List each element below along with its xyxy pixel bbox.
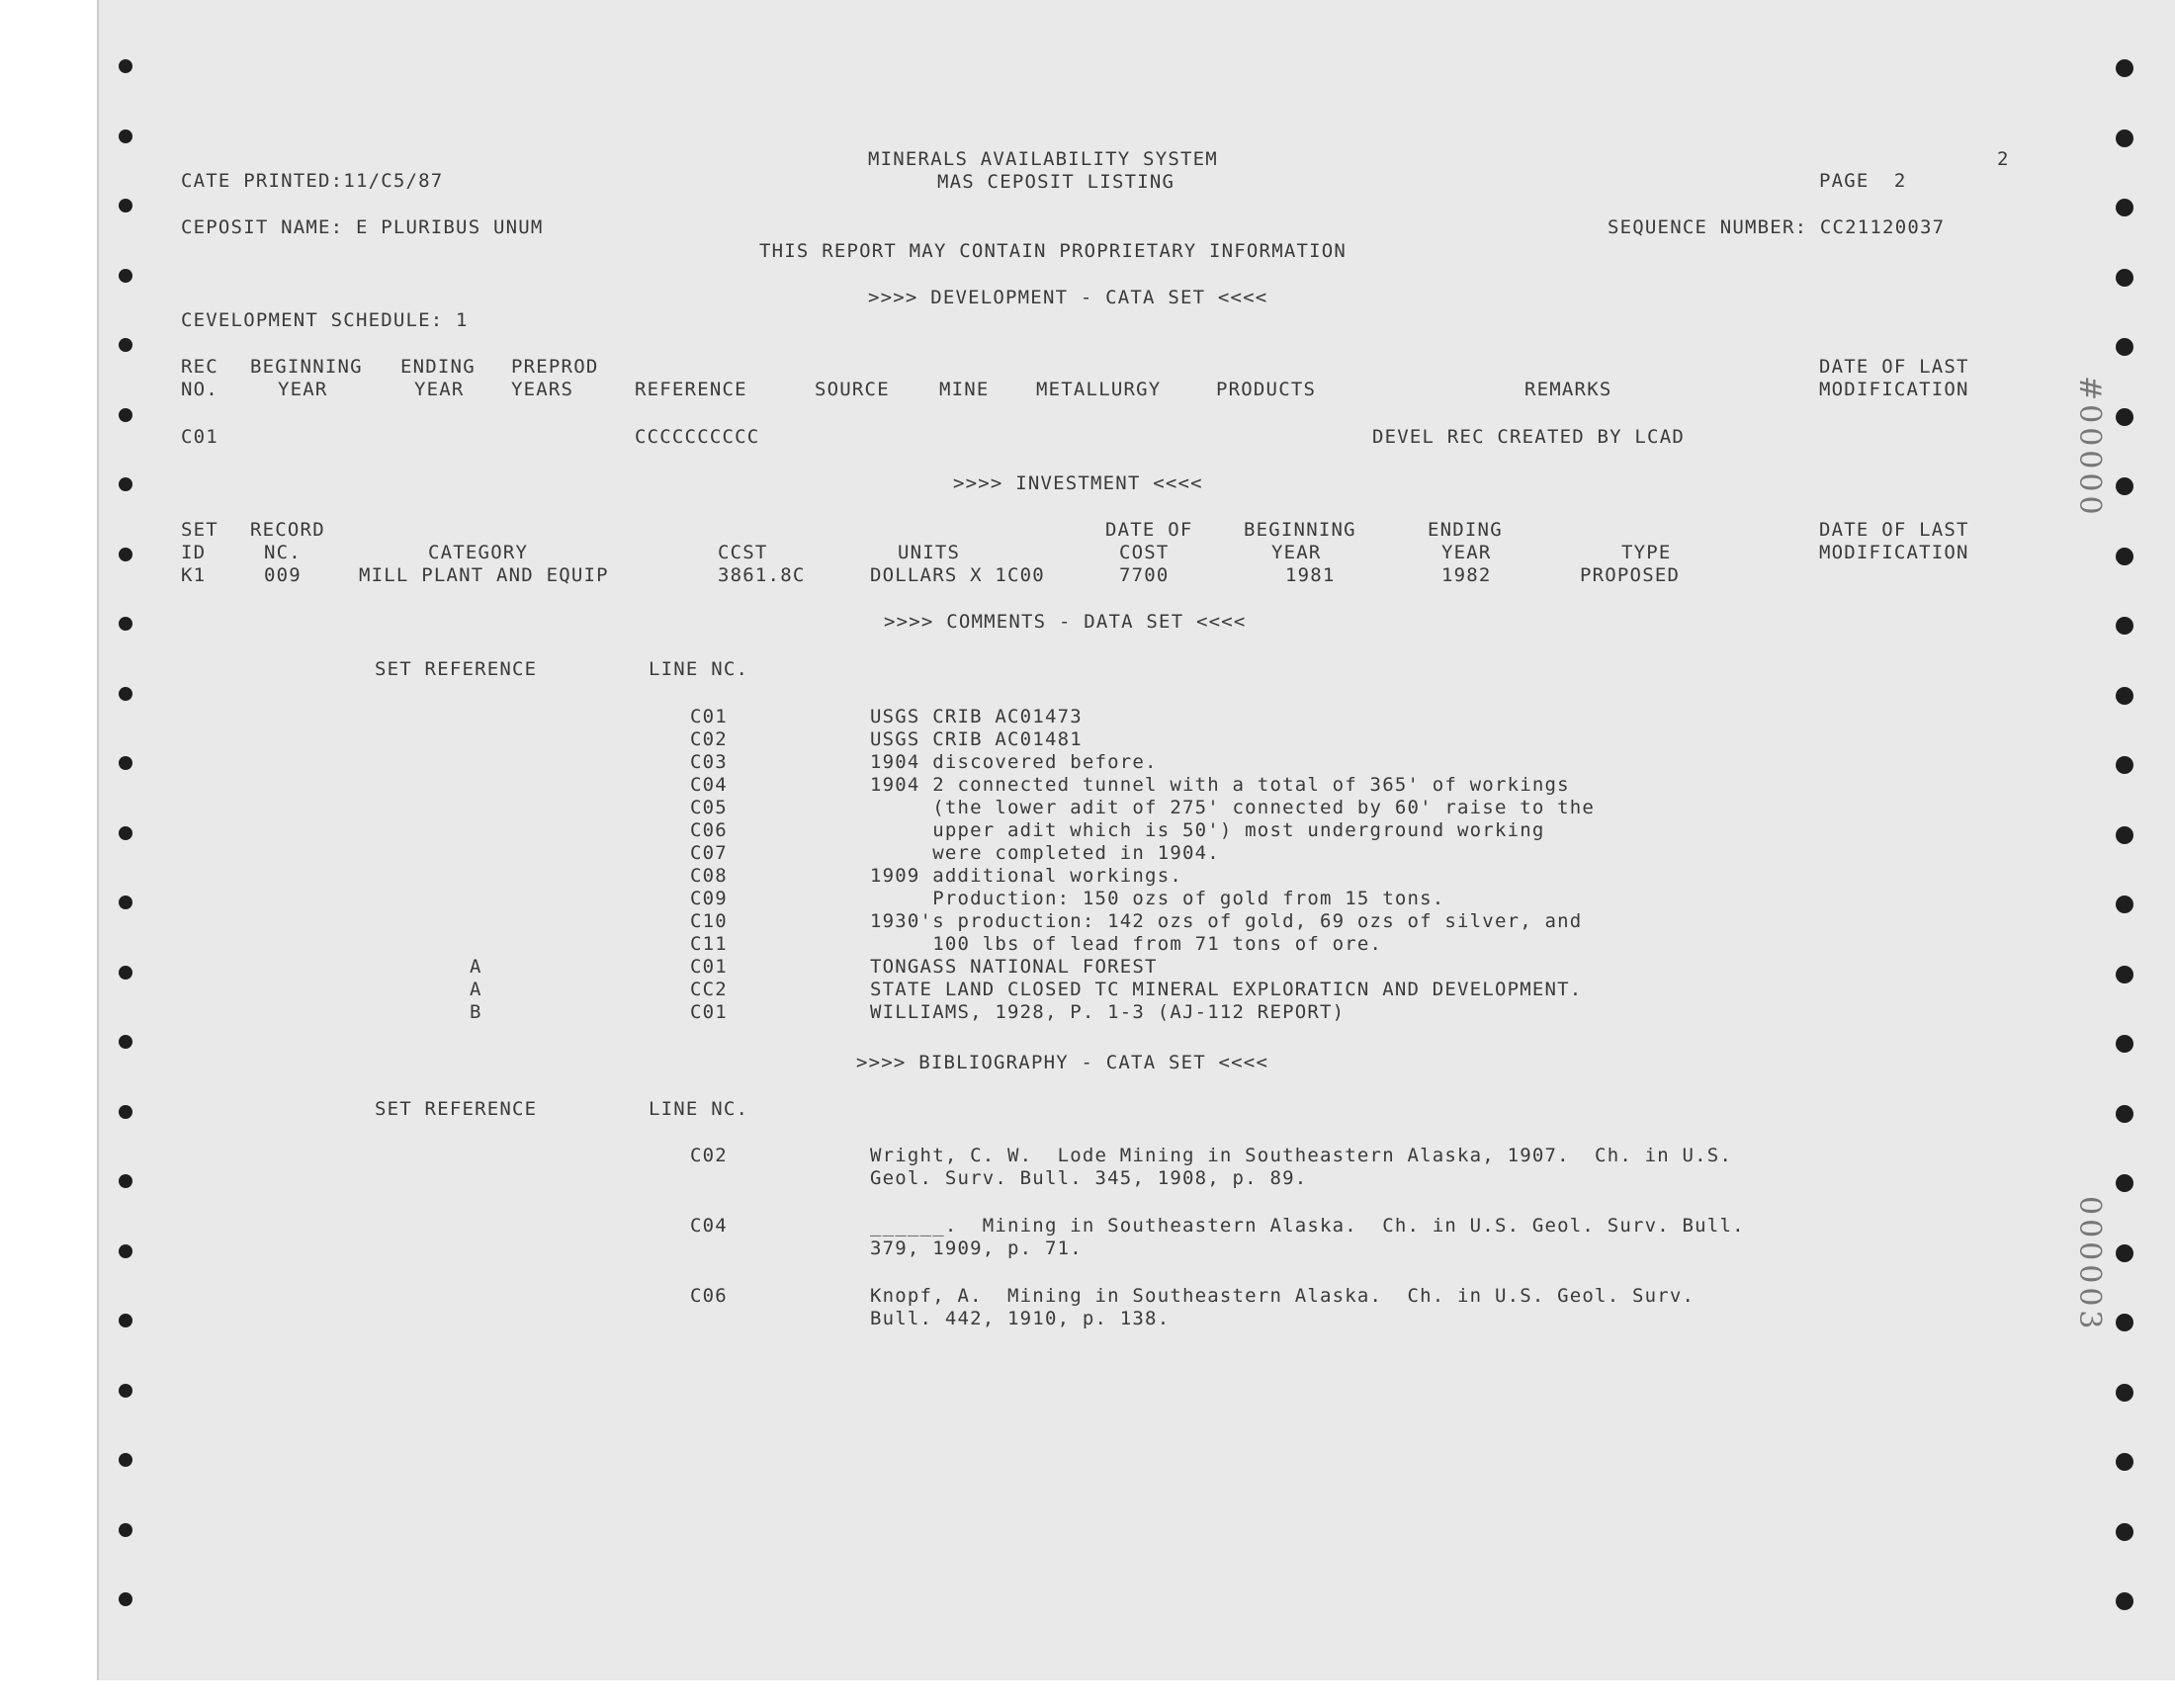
- inv-header-set: SET: [181, 519, 218, 541]
- right-tractor-feed-holes: [2114, 0, 2143, 1680]
- bibliography-header-set-reference: SET REFERENCE: [375, 1098, 538, 1120]
- comment-line-no: CC2: [690, 979, 728, 1000]
- comment-line-no: C11: [690, 933, 728, 955]
- inv-header-record-no: NC.: [264, 542, 302, 563]
- feed-hole: [2116, 826, 2133, 844]
- inv-header-cost: CCST: [718, 542, 768, 563]
- comment-text: 1930's production: 142 ozs of gold, 69 ozs of silver, and: [870, 910, 1583, 932]
- comments-header-set-reference: SET REFERENCE: [375, 658, 538, 680]
- feed-hole: [119, 756, 132, 770]
- comment-text: (the lower adit of 275' connected by 60' raise to the: [870, 797, 1596, 818]
- comment-line-no: C08: [690, 865, 728, 887]
- feed-hole: [119, 1453, 132, 1467]
- listing-title: MAS CEPOSIT LISTING: [937, 171, 1175, 193]
- inv-row-date-of-cost: 7700: [1119, 564, 1170, 586]
- inv-header-category: CATEGORY: [428, 542, 529, 563]
- margin-stamp-lower: 000003: [2072, 1196, 2107, 1333]
- inv-header-beginning-year: YEAR: [1271, 542, 1322, 563]
- page-label: PAGE 2: [1819, 170, 1907, 192]
- feed-hole: [119, 477, 132, 491]
- comment-line-no: C02: [690, 728, 728, 750]
- inv-header-date-cost: COST: [1119, 542, 1170, 563]
- biblio-citation-line: ______. Mining in Southeastern Alaska. Ch. in U.S. Geol. Surv. Bull.: [870, 1215, 1745, 1237]
- dev-header-rec: REC: [181, 356, 218, 378]
- inv-header-date-of: DATE OF: [1105, 519, 1193, 541]
- system-title: MINERALS AVAILABILITY SYSTEM: [868, 148, 1218, 170]
- feed-hole: [2116, 1384, 2133, 1402]
- feed-hole: [119, 1592, 132, 1606]
- comment-text: 100 lbs of lead from 71 tons of ore.: [870, 933, 1383, 955]
- inv-header-ending: ENDING: [1428, 519, 1503, 541]
- comment-text: WILLIAMS, 1928, P. 1-3 (AJ-112 REPORT): [870, 1001, 1346, 1023]
- dev-header-preprod: PREPROD: [511, 356, 599, 378]
- feed-hole: [119, 1384, 132, 1398]
- dev-header-ending-year: YEAR: [414, 379, 465, 400]
- comment-text: Production: 150 ozs of gold from 15 tons.: [870, 888, 1445, 909]
- inv-row-record-no: 009: [264, 564, 302, 586]
- feed-hole: [119, 269, 132, 283]
- comment-text: 1904 discovered before.: [870, 751, 1158, 773]
- feed-hole: [2116, 1453, 2133, 1471]
- feed-hole: [119, 1314, 132, 1327]
- biblio-line-no: C06: [690, 1285, 728, 1307]
- dev-header-metallurgy: METALLURGY: [1036, 379, 1162, 400]
- comment-line-no: C06: [690, 819, 728, 841]
- feed-hole: [2116, 966, 2133, 983]
- feed-hole: [2116, 756, 2133, 774]
- feed-hole: [2116, 896, 2133, 913]
- feed-hole: [2116, 408, 2133, 426]
- feed-hole: [119, 826, 132, 840]
- feed-hole: [119, 1523, 132, 1537]
- comment-line-no: C07: [690, 842, 728, 864]
- comments-header-line-no: LINE NC.: [649, 658, 749, 680]
- biblio-citation-line: Geol. Surv. Bull. 345, 1908, p. 89.: [870, 1167, 1308, 1189]
- inv-header-last-mod: DATE OF LAST: [1819, 519, 1969, 541]
- feed-hole: [2116, 548, 2133, 565]
- feed-hole: [2116, 129, 2133, 147]
- comment-text: TONGASS NATIONAL FOREST: [870, 956, 1158, 978]
- feed-hole: [2116, 617, 2133, 635]
- feed-hole: [119, 59, 132, 73]
- comment-line-no: C05: [690, 797, 728, 818]
- feed-hole: [2116, 1592, 2133, 1610]
- biblio-citation-line: 379, 1909, p. 71.: [870, 1238, 1083, 1259]
- feed-hole: [119, 966, 132, 980]
- dev-header-reference: REFERENCE: [635, 379, 747, 400]
- comment-line-no: C01: [690, 956, 728, 978]
- comment-set-ref: A: [470, 979, 482, 1000]
- feed-hole: [2116, 687, 2133, 705]
- bibliography-header-line-no: LINE NC.: [649, 1098, 749, 1120]
- feed-hole: [2116, 1523, 2133, 1541]
- comment-text: STATE LAND CLOSED TC MINERAL EXPLORATICN AND DEVELOPMENT.: [870, 979, 1583, 1000]
- feed-hole: [119, 1035, 132, 1049]
- dev-header-preprod-years: YEARS: [511, 379, 574, 400]
- dev-row-rec-no: C01: [181, 426, 218, 448]
- feed-hole: [119, 338, 132, 352]
- inv-header-type: TYPE: [1621, 542, 1672, 563]
- comment-line-no: C04: [690, 774, 728, 796]
- comment-line-no: C10: [690, 910, 728, 932]
- comment-set-ref: A: [470, 956, 482, 978]
- feed-hole: [2116, 199, 2133, 216]
- bibliography-section-title: >>>> BIBLIOGRAPHY - CATA SET <<<<: [856, 1052, 1269, 1073]
- comment-text: USGS CRIB AC01481: [870, 728, 1083, 750]
- inv-row-category: MILL PLANT AND EQUIP: [359, 564, 609, 586]
- feed-hole: [2116, 1035, 2133, 1053]
- inv-row-beginning-year: 1981: [1285, 564, 1336, 586]
- feed-hole: [2116, 1244, 2133, 1262]
- development-section-title: >>>> DEVELOPMENT - CATA SET <<<<: [868, 287, 1268, 308]
- sequence-number: SEQUENCE NUMBER: CC21120037: [1608, 216, 1946, 238]
- comment-set-ref: B: [470, 1001, 482, 1023]
- dev-header-mine: MINE: [939, 379, 990, 400]
- comment-text: USGS CRIB AC01473: [870, 706, 1083, 727]
- comment-text: 1909 additional workings.: [870, 865, 1182, 887]
- feed-hole: [119, 617, 132, 631]
- corner-page-number: 2: [1997, 148, 2010, 170]
- biblio-line-no: C04: [690, 1215, 728, 1237]
- feed-hole: [2116, 477, 2133, 495]
- dev-header-no: NO.: [181, 379, 218, 400]
- left-tractor-feed-holes: [99, 0, 129, 1680]
- comment-line-no: C01: [690, 1001, 728, 1023]
- feed-hole: [119, 199, 132, 213]
- dev-header-remarks: REMARKS: [1524, 379, 1612, 400]
- feed-hole: [2116, 1105, 2133, 1123]
- inv-row-type: PROPOSED: [1580, 564, 1681, 586]
- feed-hole: [2116, 269, 2133, 287]
- deposit-name: CEPOSIT NAME: E PLURIBUS UNUM: [181, 216, 544, 238]
- comment-text: 1904 2 connected tunnel with a total of 365' of workings: [870, 774, 1570, 796]
- proprietary-notice: THIS REPORT MAY CONTAIN PROPRIETARY INFORMATION: [759, 240, 1348, 262]
- inv-row-units: DOLLARS X 1C00: [870, 564, 1045, 586]
- inv-header-beginning: BEGINNING: [1244, 519, 1356, 541]
- dev-row-remarks: DEVEL REC CREATED BY LCAD: [1372, 426, 1685, 448]
- biblio-citation-line: Bull. 442, 1910, p. 138.: [870, 1308, 1171, 1329]
- dev-header-modification: MODIFICATION: [1819, 379, 1969, 400]
- inv-header-modification: MODIFICATION: [1819, 542, 1969, 563]
- feed-hole: [119, 129, 132, 143]
- feed-hole: [119, 687, 132, 701]
- inv-header-ending-year: YEAR: [1441, 542, 1492, 563]
- feed-hole: [119, 1174, 132, 1188]
- dev-row-reference: CCCCCCCCCC: [635, 426, 760, 448]
- investment-section-title: >>>> INVESTMENT <<<<: [953, 472, 1203, 494]
- feed-hole: [119, 408, 132, 422]
- feed-hole: [119, 548, 132, 561]
- dev-header-last-mod: DATE OF LAST: [1819, 356, 1969, 378]
- feed-hole: [2116, 59, 2133, 77]
- inv-header-record: RECORD: [250, 519, 325, 541]
- inv-header-id: ID: [181, 542, 207, 563]
- dev-header-beginning-year: YEAR: [278, 379, 328, 400]
- development-schedule: CEVELOPMENT SCHEDULE: 1: [181, 309, 469, 331]
- feed-hole: [119, 1244, 132, 1258]
- biblio-citation-line: Knopf, A. Mining in Southeastern Alaska. Ch. in U.S. Geol. Surv.: [870, 1285, 1696, 1307]
- dev-header-products: PRODUCTS: [1216, 379, 1317, 400]
- inv-row-cost: 3861.8C: [718, 564, 806, 586]
- comments-section-title: >>>> COMMENTS - DATA SET <<<<: [884, 611, 1247, 633]
- inv-row-ending-year: 1982: [1441, 564, 1492, 586]
- comment-text: upper adit which is 50') most underground working: [870, 819, 1545, 841]
- date-printed: CATE PRINTED:11/C5/87: [181, 170, 444, 192]
- feed-hole: [2116, 1314, 2133, 1331]
- biblio-line-no: C02: [690, 1145, 728, 1166]
- feed-hole: [119, 1105, 132, 1119]
- feed-hole: [2116, 338, 2133, 356]
- feed-hole: [119, 896, 132, 909]
- comment-line-no: C09: [690, 888, 728, 909]
- inv-row-set-id: K1: [181, 564, 207, 586]
- comment-text: were completed in 1904.: [870, 842, 1220, 864]
- dev-header-source: SOURCE: [815, 379, 890, 400]
- dev-header-beginning: BEGINNING: [250, 356, 363, 378]
- dev-header-ending: ENDING: [400, 356, 476, 378]
- margin-stamp-upper: #00000: [2072, 376, 2107, 519]
- comment-line-no: C01: [690, 706, 728, 727]
- comment-line-no: C03: [690, 751, 728, 773]
- inv-header-units: UNITS: [898, 542, 961, 563]
- biblio-citation-line: Wright, C. W. Lode Mining in Southeastern Alaska, 1907. Ch. in U.S.: [870, 1145, 1733, 1166]
- feed-hole: [2116, 1174, 2133, 1192]
